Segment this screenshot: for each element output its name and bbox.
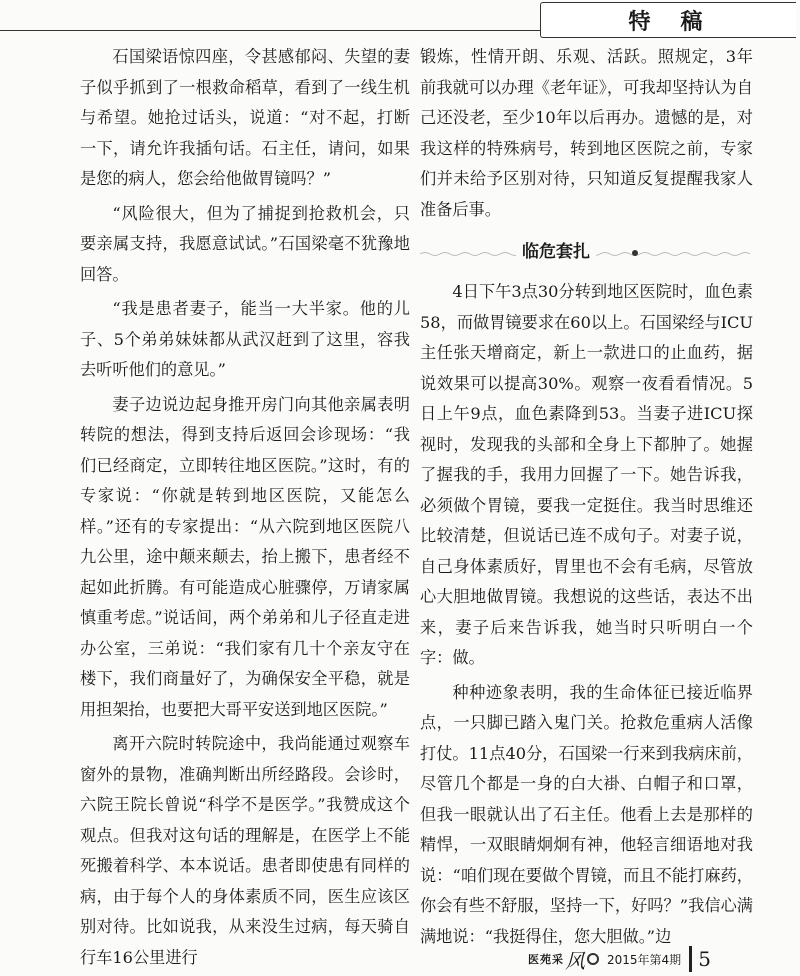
subheading-block — [420, 237, 753, 269]
paragraph: “我是患者妻子，能当一大半家。他的儿子、5个弟弟妹妹都从武汉赶到了这里，容我去听听他们的意见。” — [80, 299, 410, 379]
right-column — [420, 42, 753, 952]
left-column — [80, 42, 410, 973]
subheading: 临危套扎 — [516, 237, 596, 267]
paragraph: 妻子边说边起身推开房门向其他亲属表明转院的想法，得到支持后返回会诊现场：“我们已经商定，立即转往地区医院。”这时，有的专家说：“你就是转到地区医院，又能怎么样。”还有的专家提出：“从六院到地区医院八九公里，途中颠来颠去，抬上搬下，患者经不起如此折腾。有可能造成心脏骤停，万请家属慎重考虑。”说话间，两个弟弟和儿子径直走进办公室，三弟说：“我们家有几十个亲友守在楼下，我们商量好了，为确保安全平稳，就是用担架抬，也要把大哥平安送到地区医院。” — [80, 394, 410, 719]
magazine-name: 医苑采 — [528, 953, 564, 966]
swirl-logo-icon — [587, 953, 599, 965]
section-header: 特稿 — [540, 2, 796, 38]
header-rule — [0, 30, 540, 31]
paragraph: 4日下午3点30分转到地区医院时，血色素58，而做胃镜要求在60以上。石国梁经与ICU主任张天增商定，新上一款进口的止血药，据说效果可以提高30%。观察一夜看看情况。5日上午9点，血色素降到53。当妻子进ICU探视时，发现我的头部和全身上下都肿了。她握了握我的手，我用力回握了一下。她告诉我，必须做个胃镜，要我一定挺住。我当时思维还比较清楚，但说话已连不成句子。对妻子说，自己身体素质好，胃里也不会有毛病，尽管放心大胆地做胃镜。我想说的这些话，表达不出来，妻子后来告诉我，她当时只听明白一个字：做。 — [420, 282, 753, 667]
issue-label: 2015年第4期 — [607, 952, 682, 967]
paragraph-continuation: 锻炼，性情开朗、乐观、活跃。照规定，3年前我就可以办理《老年证》，可我却坚持认为自己还没老，至少10年以后再办。遗憾的是，对我这样的特殊病号，转到地区医院之前，专家们并未给予区别对待，只知道反复提醒我家人准备后事。 — [420, 47, 753, 219]
paragraph: 离开六院时转院途中，我尚能通过观察车窗外的景物，准确判断出所经路段。会诊时，六院王院长曾说“科学不是医学。”我赞成这个观点。但我对这句话的理解是，在医学上不能死搬着科学、本本说话。患者即使患有同样的病，由于每个人的身体素质不同，医生应该区别对待。比如说我，从来没生过病，每天骑自行车16公里进行 — [80, 734, 410, 967]
page-footer — [528, 946, 711, 972]
paragraph: “风险很大，但为了捕捉到抢救机会，只要亲属支持，我愿意试试。”石国梁毫不犹豫地回答。 — [80, 203, 410, 284]
magazine-logo-mark: 风 — [565, 948, 585, 973]
paragraph: 石国梁语惊四座，令甚感郁闷、失望的妻子似乎抓到了一根救命稻草，看到了一线生机与希望。她抢过话头，说道：“对不起，打断一下，请允许我插句话。石主任，请问，如果是您的病人，您会给他做胃镜吗？” — [80, 47, 410, 188]
page-number: 5 — [698, 947, 711, 971]
bullet-dot-icon — [632, 250, 638, 256]
footer-divider — [689, 946, 692, 972]
paragraph: 种种迹象表明，我的生命体征已接近临界点，一只脚已踏入鬼门关。抢救危重病人活像打仗。11点40分，石国梁一行来到我病床前，尽管几个都是一身的白大褂、白帽子和口罩，但我一眼就认出了石主任。他看上去是那样的精悍，一双眼睛炯炯有神，他轻言细语地对我说：“咱们现在要做个胃镜，而且不能打麻药，你会有些不舒服，坚持一下，好吗？”我信心满满地说：“我挺得住，您大胆做。”边 — [420, 682, 753, 946]
